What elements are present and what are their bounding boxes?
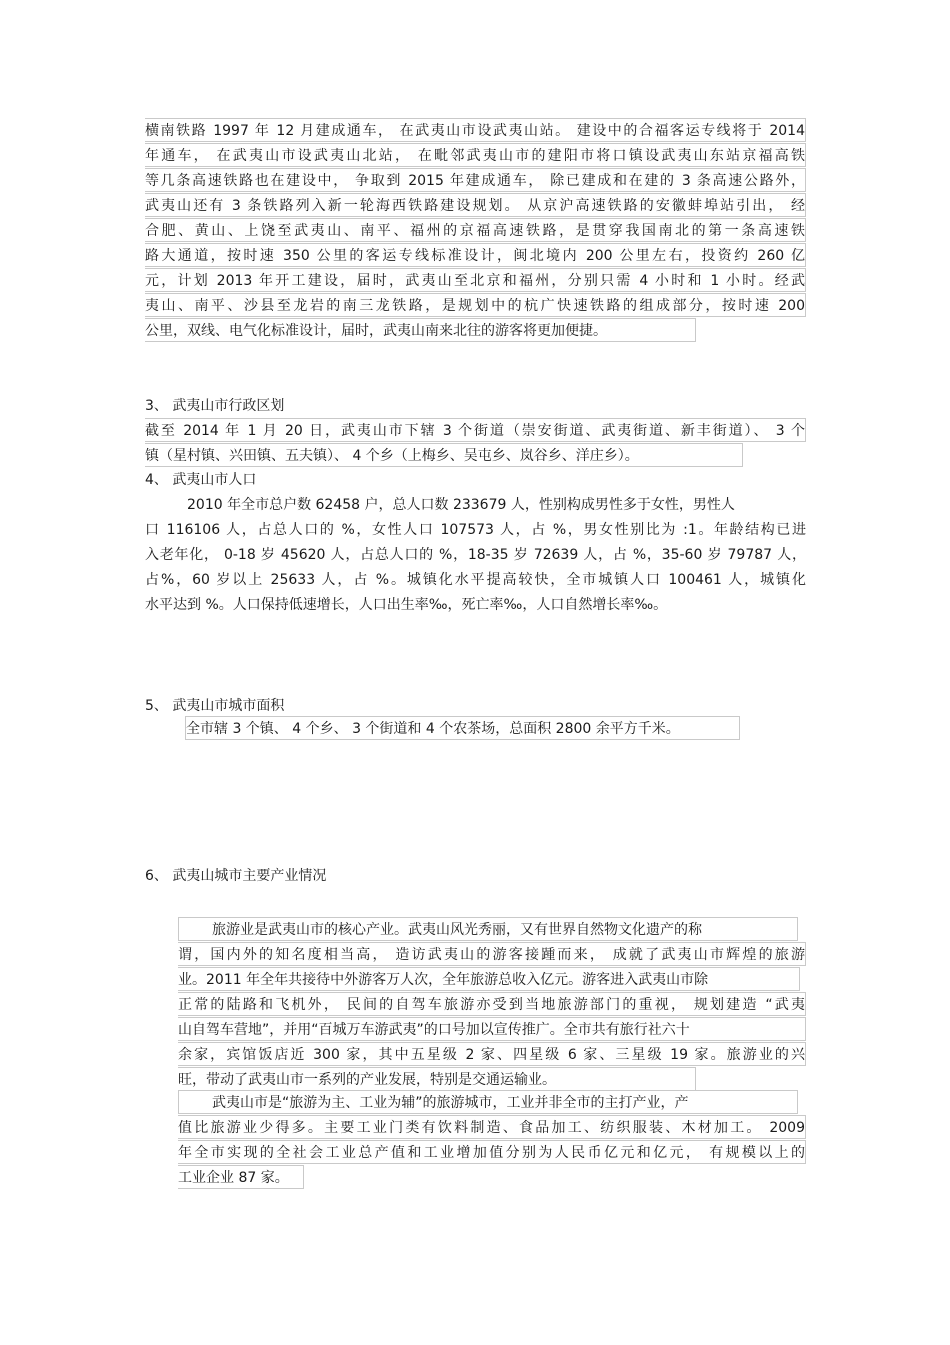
paragraph-line: 工业企业 87 家。 [178,1165,304,1189]
paragraph-line: 旅游业是武夷山市的核心产业。武夷山风光秀丽，又有世界自然物文化遗产的称 [178,917,798,941]
paragraph-line: 正常的陆路和飞机外， 民间的自驾车旅游亦受到当地旅游部门的重视， 规划建造 “武夷 [178,992,806,1016]
paragraph-line: 夷山、南平、沙县至龙岩的南三龙铁路，是规划中的杭广快速铁路的组成部分，按时速 200 [145,293,806,317]
paragraph-line: 入老年化， 0-18 岁 45620 人，占总人口的 %，18-35 岁 72639 人，占 %，35-60 岁 79787 人， [145,547,806,563]
paragraph-line: 口 116106 人，占总人口的 %，女性人口 107573 人，占 %，男女性别比为 :1。年龄结构已进 [145,522,806,538]
paragraph-line: 等几条高速铁路也在建设中， 争取到 2015 年建成通车， 除已建成和在建的 3 条高速公路外， [145,168,806,192]
paragraph-line: 占%，60 岁以上 25633 人，占 %。城镇化水平提高较快，全市城镇人口 100461 人，城镇化 [145,572,806,588]
section-5-heading: 5、 武夷山市城市面积 [145,698,285,714]
paragraph-line: 余家，宾馆饭店近 300 家，其中五星级 2 家、四星级 6 家、三星级 19 家。旅游业的兴 [178,1042,806,1066]
paragraph-line: 镇（星村镇、兴田镇、五夫镇）、 4 个乡（上梅乡、吴屯乡、岚谷乡、洋庄乡）。 [145,443,743,467]
paragraph-line: 山自驾车营地”，并用“百城万车游武夷”的口号加以宣传推广。全市共有旅行社六十 [178,1017,806,1041]
paragraph-line: 横南铁路 1997 年 12 月建成通车， 在武夷山市设武夷山站。 建设中的合福客运专线将于 2014 [145,118,806,142]
paragraph-line: 武夷山市是“旅游为主、工业为辅”的旅游城市，工业并非全市的主打产业，产 [178,1090,798,1114]
paragraph-line: 年全市实现的全社会工业总产值和工业增加值分别为人民币亿元和亿元， 有规模以上的 [178,1140,806,1164]
paragraph-line: 值比旅游业少得多。主要工业门类有饮料制造、食品加工、纺织服装、木材加工。 2009 [178,1115,806,1139]
paragraph-line: 截至 2014 年 1 月 20 日，武夷山市下辖 3 个街道（崇安街道、武夷街道、新丰街道）、 3 个 [145,418,806,442]
paragraph-line: 路大通道，按时速 350 公里的客运专线标准设计，闽北境内 200 公里左右，投资约 260 亿 [145,243,806,267]
section-3-heading: 3、 武夷山市行政区划 [145,398,285,414]
section-4-heading: 4、 武夷山市人口 [145,472,257,488]
section-6-heading: 6、 武夷山城市主要产业情况 [145,868,327,884]
paragraph-line: 谓，国内外的知名度相当高， 造访武夷山的游客接踵而来， 成就了武夷山市辉煌的旅游 [178,942,806,966]
paragraph-line: 业。2011 年全年共接待中外游客万人次，全年旅游总收入亿元。游客进入武夷山市除 [178,967,800,991]
paragraph-line: 元，计划 2013 年开工建设，届时，武夷山至北京和福州，分别只需 4 小时和 1 小时。经武 [145,268,806,292]
paragraph-line: 合肥、黄山、上饶至武夷山、南平、福州的京福高速铁路，是贯穿我国南北的第一条高速铁 [145,218,806,242]
paragraph-line: 水平达到 %。人口保持低速增长，人口出生率‰，死亡率‰，人口自然增长率‰。 [145,597,668,613]
paragraph-line: 2010 年全市总户数 62458 户，总人口数 233679 人，性别构成男性多于女性，男性人 [187,497,735,513]
paragraph-line: 全市辖 3 个镇、 4 个乡、 3 个街道和 4 个农茶场，总面积 2800 余平方千米。 [185,716,740,740]
paragraph-line: 年通车， 在武夷山市设武夷山北站， 在毗邻武夷山市的建阳市将口镇设武夷山东站京福高铁 [145,143,806,167]
paragraph-line: 公里，双线、电气化标准设计，届时，武夷山南来北往的游客将更加便捷。 [145,318,696,342]
paragraph-line: 武夷山还有 3 条铁路列入新一轮海西铁路建设规划。 从京沪高速铁路的安徽蚌埠站引出， 经 [145,193,806,217]
paragraph-line: 旺，带动了武夷山市一系列的产业发展，特别是交通运输业。 [178,1067,696,1091]
